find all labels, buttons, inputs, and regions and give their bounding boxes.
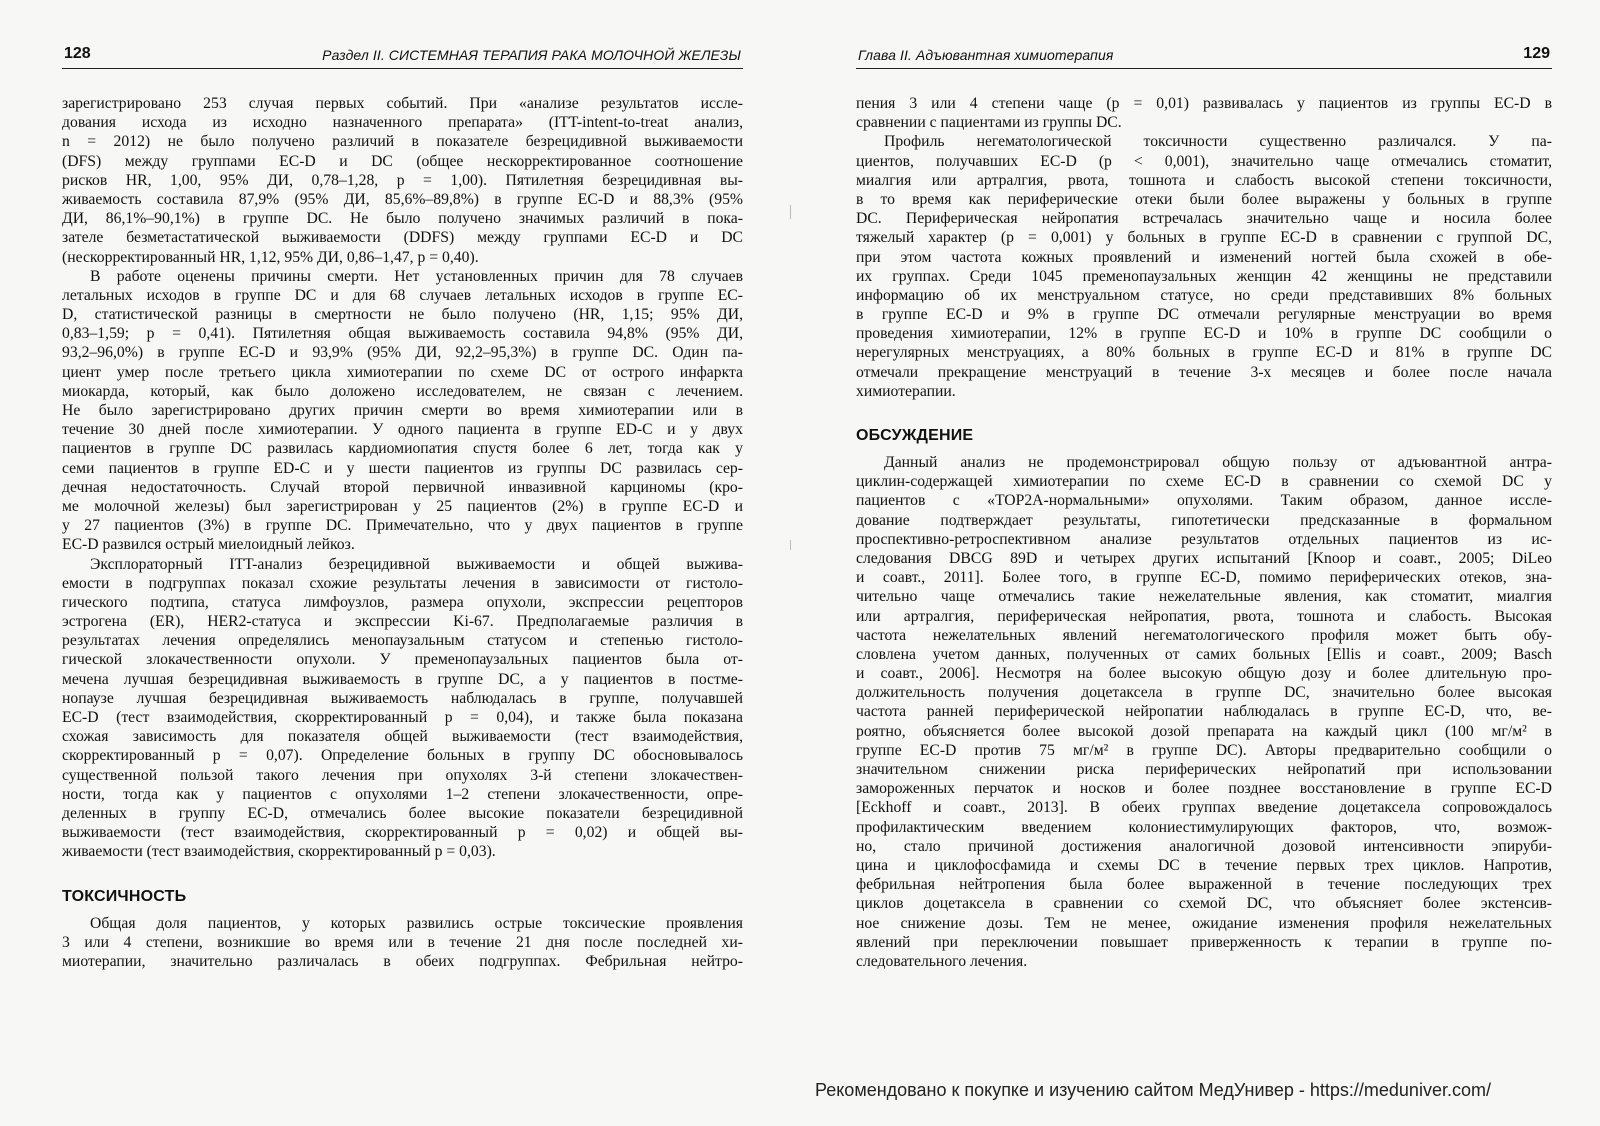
- text-line: мечена лучшая безрецидивная выживаемость в группе DC, а у пациентов в постме-: [62, 670, 743, 688]
- text-line: схожая зависимость для показателя общей выживаемости (тест взаимодействия,: [62, 728, 743, 746]
- text-line: миалгия или артралгия, рвота, тошнота и слабость высокой степени токсичности,: [856, 171, 1552, 189]
- text-line: течение 30 дней после химиотерапии. У одного пациента в группе ED-C и у двух: [62, 421, 743, 439]
- text-line: отмечали прекращение менструаций в течение 3-х месяцев и более после начала: [856, 363, 1552, 381]
- text-line: у 27 пациентов (3%) в группе DC. Примечательно, что у двух пациентов в группе: [62, 517, 743, 535]
- text-line: Общая доля пациентов, у которых развились острые токсические проявления: [90, 914, 743, 932]
- running-header: [62, 42, 743, 69]
- text-line: и соавт., 2006]. Несмотря на более высокую общую дозу и более длительную про-: [856, 665, 1552, 683]
- section-heading: ТОКСИЧНОСТЬ: [62, 887, 187, 905]
- text-line: Данный анализ не продемонстрировал общую пользу от адъювантной антра-: [884, 454, 1552, 471]
- text-line: результатах лечения определялись менопаузальным статусом и степенью гистоло-: [62, 632, 743, 650]
- text-line: выживаемости (тест взаимодействия, скорректированный p = 0,02) и общей вы-: [62, 824, 743, 842]
- text-line: дование подтверждает результаты, гипотетически предсказанные в формальном: [856, 511, 1552, 529]
- text-line: Эксплораторный ITT-анализ безрецидивной выживаемости и общей выжива-: [90, 555, 743, 573]
- text-line: 3 или 4 степени, возникшие во время или в течение 21 дня после последней хи-: [62, 933, 743, 951]
- text-line: при этом частота кожных проявлений и изменений ногтей была схожей в обе-: [856, 248, 1552, 266]
- text-line: n = 2012) не было получено различий в показателе безрецидивной выживаемости: [62, 133, 743, 151]
- text-line: зателе безметастатической выживаемости (DDFS) между группами EC-D и DC: [62, 229, 743, 247]
- text-line: ное снижение дозы. Тем не менее, ожидание изменения профиля нежелательных: [856, 914, 1552, 932]
- text-line: и соавт., 2011]. Более того, в группе EC-D, помимо периферических отеков, зна-: [856, 569, 1552, 587]
- text-line: или артралгия, периферическая нейропатия, рвота, тошнота и слабость. Высокая: [856, 607, 1552, 625]
- text-line: значительном снижении риска периферических нейропатий при использовании: [856, 761, 1552, 778]
- text-line: емости в подгруппах показал схожие результаты лечения в зависимости от гистоло-: [62, 574, 743, 592]
- text-line: существенной пользой такого лечения при опухолях 3-й степени злокачествен-: [62, 766, 743, 784]
- text-line: проведения химиотерапии, 12% в группе EC-D и 10% в группе DC сообщили о: [856, 325, 1552, 343]
- text-line: скорректированный p = 0,07). Определение больных в группу DC обосновывалось: [62, 747, 743, 765]
- text-line: ме молочной железы) был зарегистрирован у 25 пациентов (2%) в группе EC-D и: [62, 497, 743, 515]
- running-title: Раздел II. СИСТЕМНАЯ ТЕРАПИЯ РАКА МОЛОЧНОЙ ЖЕЛЕЗЫ: [322, 47, 741, 63]
- text-line: циентов, получавших EC-D (p < 0,001), значительно чаще отмечались стоматит,: [856, 152, 1552, 170]
- text-line: DC. Периферическая нейропатия встречалась значительно чаще и носила более: [856, 210, 1552, 228]
- text-line: дования исхода из исходно назначенного препарата» (ITT-intent-to-treat анализ,: [62, 114, 743, 132]
- text-line: фебрильная нейтропения была более выраженной в течение последующих трех: [856, 876, 1552, 894]
- text-line: группе EC-D против 75 мг/м² в группе DC). Авторы предварительно сообщили о: [856, 741, 1552, 759]
- text-line: дечная недостаточность. Случай второй первичной инвазивной карциномы (кро-: [62, 478, 743, 496]
- text-line: в группе EC-D и 9% в группе DC отмечали регулярные менструации во время: [856, 306, 1552, 324]
- running-header: [856, 42, 1552, 69]
- text-line: должительность получения доцетаксела в группе DC, значительно более высокая: [856, 684, 1552, 702]
- text-line: химиотерапии.: [856, 382, 956, 400]
- footer-credit: Рекомендовано к покупке и изучению сайтом МедУнивер - https://meduniver.com/: [815, 1080, 1491, 1100]
- text-line: чительно чаще отмечались такие нежелательные явления, как стоматит, миалгия: [856, 588, 1552, 606]
- text-line: миокарда, который, как было доложено исследователем, не связан с лечением.: [62, 382, 743, 400]
- page-body: [62, 94, 743, 971]
- text-line: нерегулярных менструациях, а 80% больных в группе EC-D и 81% в группе DC: [856, 344, 1552, 362]
- text-line: частота ранней периферической нейропатии наблюдалась в группе EC-D, что, ве-: [856, 703, 1552, 721]
- paragraph-block: [62, 94, 743, 862]
- text-line: пациентов с «TOP2A-нормальными» опухолями. Таким образом, данное иссле-: [856, 492, 1552, 510]
- paragraph-block: [62, 914, 743, 972]
- text-line: но, стало причиной достижения аналогичной дозовой интенсивности эпируби-: [856, 837, 1552, 855]
- section-heading: ОБСУЖДЕНИЕ: [856, 427, 974, 444]
- text-line: В работе оценены причины смерти. Нет установленных причин для 78 случаев: [90, 267, 743, 285]
- text-line: явлений при переключении повышает приверженность к терапии в группе по-: [856, 933, 1552, 951]
- text-line: деленных в группу EC-D, отмечались более высокие показатели безрецидивной: [62, 804, 743, 822]
- text-line: пения 3 или 4 степени чаще (p = 0,01) развивалась у пациентов из группы EC-D в: [856, 95, 1552, 112]
- text-line: замороженных перчаток и носков и более позднее восстановление в группе EC-D: [856, 780, 1552, 798]
- text-line: миотерапии, значительно различалась в обеих подгруппах. Фебрильная нейтро-: [62, 952, 743, 970]
- text-line: [Eckhoff и соавт., 2013]. В обеих группах введение доцетаксела сопровождалось: [856, 799, 1552, 817]
- text-line: роятно, объясняется более высокой дозой препарата на каждый цикл (100 мг/м² в: [856, 722, 1552, 740]
- text-line: живаемости (тест взаимодействия, скорректированный p = 0,03).: [62, 843, 496, 861]
- text-line: циклин-содержащей химиотерапии по схеме EC-D в сравнении со схемой DC у: [856, 473, 1552, 491]
- text-line: (DFS) между группами EC-D и DC (общее нескорректированное соотношение: [62, 152, 743, 170]
- text-line: нопаузе лучшая безрецидивная выживаемость наблюдалась в группе, получавшей: [62, 689, 743, 707]
- text-line: EC-D (тест взаимодействия, скорректированный p = 0,04), и также была показана: [62, 709, 743, 726]
- running-title: Глава II. Адъювантная химиотерапия: [858, 47, 1114, 63]
- text-line: циклов доцетаксела в сравнении со схемой DC, что объясняет более экстенсив-: [856, 895, 1552, 913]
- text-line: пациентов в группе DC развилась кардиомиопатия спустя более 6 лет, тогда как у: [62, 440, 743, 458]
- text-line: частота нежелательных явлений негематологического профиля может быть обу-: [856, 626, 1552, 644]
- text-line: гической злокачественности опухоли. У пременопаузальных пациентов была от-: [62, 651, 743, 669]
- text-line: рисков HR, 1,00, 95% ДИ, 0,78–1,28, p = 1,00). Пятилетняя безрецидивная вы-: [62, 171, 743, 189]
- text-line: циент умер после третьего цикла химиотерапии по схеме DC от острого инфаркта: [62, 363, 743, 381]
- page-body: [856, 94, 1552, 971]
- text-line: гического подтипа, статуса лимфоузлов, размера опухоли, экспрессии рецепторов: [62, 593, 743, 611]
- text-line: цина и циклофосфамида и схемы DC в течение первых трех циклов. Напротив,: [856, 856, 1552, 874]
- text-line: словлена учетом данных, полученных от самих больных [Ellis и соавт., 2009; Basch: [856, 645, 1552, 663]
- text-line: 93,2–96,0%) в группе EC-D и 93,9% (95% ДИ, 92,2–95,3%) в группе DC. Один па-: [62, 344, 743, 362]
- text-line: (нескорректированный HR, 1,12, 95% ДИ, 0,86–1,47, p = 0,40).: [62, 248, 479, 266]
- text-line: в то время как периферические отеки были более выражены у больных в группе: [856, 190, 1552, 208]
- text-line: 0,83–1,59; p = 0,41). Пятилетняя общая выживаемость составила 94,8% (95% ДИ,: [62, 325, 743, 343]
- text-line: ДИ, 86,1%–90,1%) в группе DC. Не было получено значимых различий в пока-: [62, 210, 743, 228]
- page-number: 129: [1523, 45, 1550, 62]
- page-number: 128: [64, 45, 91, 62]
- text-line: зарегистрировано 253 случая первых событий. При «анализе результатов иссле-: [62, 95, 743, 112]
- right-page: [800, 0, 1600, 1126]
- text-line: Профиль негематологической токсичности существенно различался. У па-: [884, 133, 1552, 151]
- text-line: семи пациентов в группе ED-C и у шести пациентов из группы DC развилась сер-: [62, 459, 743, 477]
- text-line: тяжелый характер (p = 0,001) у больных в группе EC-D в сравнении с группой DC,: [856, 229, 1552, 247]
- paragraph-block: [856, 453, 1552, 971]
- text-line: эстрогена (ER), HER2-статуса и экспрессии Ki-67. Предполагаемые различия в: [62, 613, 743, 631]
- text-line: D, статистической разницы в смертности не было получено (HR, 1,15; 95% ДИ,: [62, 306, 743, 324]
- text-line: ности, тогда как у пациентов с опухолями 1–2 степени злокачественности, опре-: [62, 785, 743, 803]
- text-line: информацию об их менструальном статусе, но среди представивших 8% больных: [856, 286, 1552, 304]
- text-line: профилактическим введением колониестимулирующих факторов, что, возмож-: [856, 818, 1552, 836]
- text-line: Не было зарегистрировано других причин смерти во время химиотерапии или в: [62, 402, 743, 419]
- text-line: EC-D развился острый миелоидный лейкоз.: [62, 536, 355, 554]
- text-line: следования DBCG 89D и четырех других испытаний [Knoop и соавт., 2005; DiLeo: [856, 549, 1552, 567]
- text-line: живаемость составила 87,9% (95% ДИ, 85,6%–89,8%) в группе EC-D и 88,3% (95%: [62, 190, 743, 208]
- text-line: следовательного лечения.: [856, 952, 1028, 970]
- text-line: сравнении с пациентами из группы DC.: [856, 114, 1122, 132]
- text-line: проспективно-ретроспективном анализе результатов отдельных пациентов из ис-: [856, 530, 1552, 548]
- paragraph-block: [856, 94, 1552, 401]
- text-line: летальных исходов в группе DC и для 68 случаев летальных исходов в группе EC-: [62, 286, 743, 304]
- text-line: их группах. Среди 1045 пременопаузальных женщин 42 женщины не представили: [856, 267, 1552, 285]
